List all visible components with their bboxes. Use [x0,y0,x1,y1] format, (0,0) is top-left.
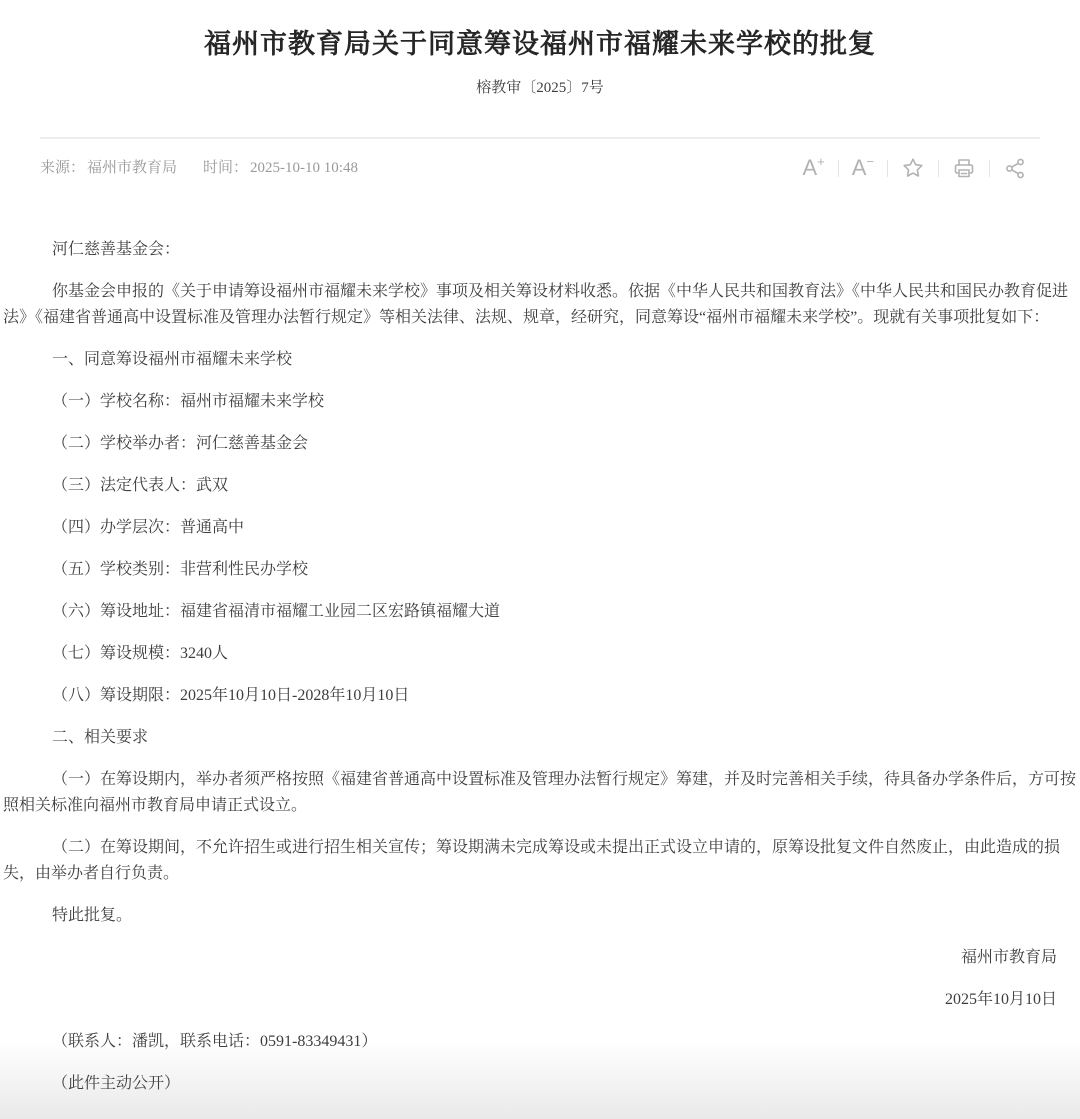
share-button[interactable] [990,156,1040,180]
document-header [0,0,1080,96]
approval-item-education-level: （四）办学层次：普通高中 [52,519,245,536]
requirement-paragraph-2: （二）在筹设期间，不允许招生或进行招生相关宣传；筹设期满未完成筹设或未提出正式设立申请的，原筹设批复文件自然废止，由此造成的损失，由举办者自行负责。 [3,839,1061,882]
section1-heading: 一、同意筹设福州市福耀未来学校 [52,351,293,368]
share-icon [1003,156,1027,180]
font-decrease-icon: A [851,155,867,180]
intro-paragraph: 你基金会申报的《关于申请筹设福州市福耀未来学校》事项及相关筹设材料收悉。依据《中华人民共和国教育法》《中华人民共和国民办教育促进法》《福建省普通高中设置标准及管理办法暂行规定》等相关法律、法规、规章，经研究，同意筹设“福州市福耀未来学校”。现就有关事项批复如下： [3,283,1069,326]
document-number: 榕教审〔2025〕7号 [476,80,604,96]
approval-item-scale: （七）筹设规模：3240人 [52,645,229,662]
favorite-button[interactable] [888,156,938,180]
closing-line: 特此批复。 [52,907,133,924]
signature-date: 2025年10月10日 [944,991,1057,1008]
section2-heading: 二、相关要求 [52,729,149,746]
font-increase-icon: A [802,155,818,180]
source-label: 来源： [40,160,86,176]
disclosure-line: （此件主动公开） [52,1075,181,1092]
meta-info [40,155,358,181]
signature-org: 福州市教育局 [960,949,1057,966]
font-decrease-button[interactable]: A − [839,156,887,180]
approval-item-period: （八）筹设期限：2025年10月10日-2028年10月10日 [52,687,410,704]
approval-item-address: （六）筹设地址：福建省福清市福耀工业园二区宏路镇福耀大道 [52,603,501,620]
approval-item-school-category: （五）学校类别：非营利性民办学校 [52,561,309,578]
approval-item-legal-representative: （三）法定代表人：武双 [52,477,229,494]
article-toolbar [789,156,1040,180]
source-value: 福州市教育局 [87,160,178,176]
salutation: 河仁慈善基金会： [52,241,181,258]
meta-row [40,139,1040,181]
printer-icon [952,156,976,180]
time-value: 2025-10-10 10:48 [250,160,358,176]
star-icon [901,156,925,180]
font-increase-button[interactable]: A + [789,156,837,180]
requirement-paragraph-1: （一）在筹设期内，举办者须严格按照《福建省普通高中设置标准及管理办法暂行规定》筹建，并及时完善相关手续，待具备办学条件后，方可按照相关标准向福州市教育局申请正式设立。 [3,771,1077,814]
document-body [0,181,1080,1097]
approval-item-organizer: （二）学校举办者：河仁慈善基金会 [52,435,309,452]
contact-line: （联系人：潘凯，联系电话：0591-83349431） [52,1033,378,1050]
time-label: 时间： [203,160,249,176]
print-button[interactable] [939,156,989,180]
page-title: 福州市教育局关于同意筹设福州市福耀未来学校的批复 [204,29,876,59]
approval-item-school-name: （一）学校名称：福州市福耀未来学校 [52,393,325,410]
